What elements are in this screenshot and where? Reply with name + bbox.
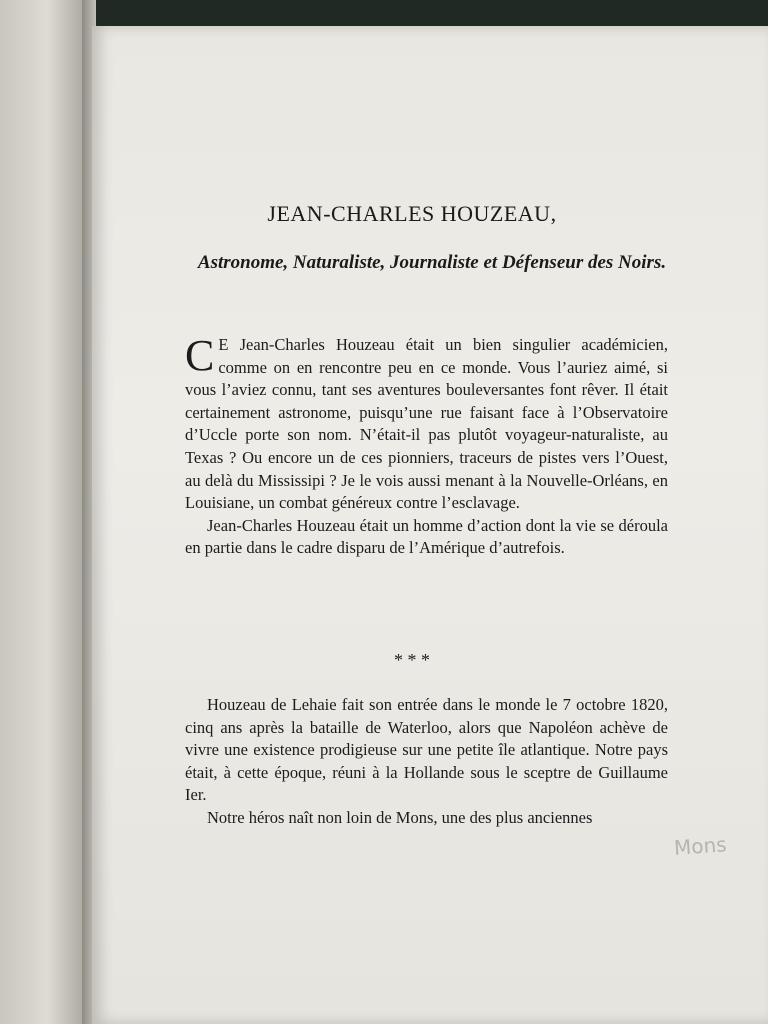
section-2 [185,694,668,830]
book-page [92,26,768,1024]
left-page-edge [0,0,86,1024]
pencil-margin-note: Mons [673,832,728,860]
paragraph-4: Notre héros naît non loin de Mons, une des plus anciennes [207,807,593,827]
paragraph-1-text: E Jean-Charles Houzeau était un bien singulier académicien, comme on en rencontre peu en ce monde. Vous l’auriez aimé, si vous l’aviez connu, tant ses aventures bouleversantes font rêver. Il était certainement astronome, puisqu’une rue faisant face à l’Observatoire d’Uccle porte son nom. N’était-il pas plutôt voyageur-naturaliste, au Texas ? Ou encore un de ces pionniers, traceurs de pistes vers l’Ouest, au delà du Mississipi ? Je le vois aussi menant à la Nouvelle-Orléans, en Louisiane, un combat généreux contre l’esclavage. [185,335,668,513]
section-1 [185,331,668,560]
drop-cap: C [185,331,215,380]
paragraph-3: Houzeau de Lehaie fait son entrée dans le monde le 7 octobre 1820, cinq ans après la bataille de Waterloo, alors que Napoléon achève de vivre une existence prodigieuse sur une petite île atlantique. Notre pays était, à cette époque, réuni à la Hollande sous le sceptre de Guillaume Ier. [185,695,668,805]
section-separator: * * * [394,650,430,670]
paragraph-2: Jean-Charles Houzeau était un homme d’action dont la vie se déroula en partie dans le cadre disparu de l’Amérique d’autrefois. [185,515,668,558]
paragraph-1 [185,331,668,515]
chapter-subtitle: Astronome, Naturaliste, Journaliste et Défenseur des Noirs. [197,252,667,273]
chapter-title: JEAN-CHARLES HOUZEAU, [267,201,557,226]
